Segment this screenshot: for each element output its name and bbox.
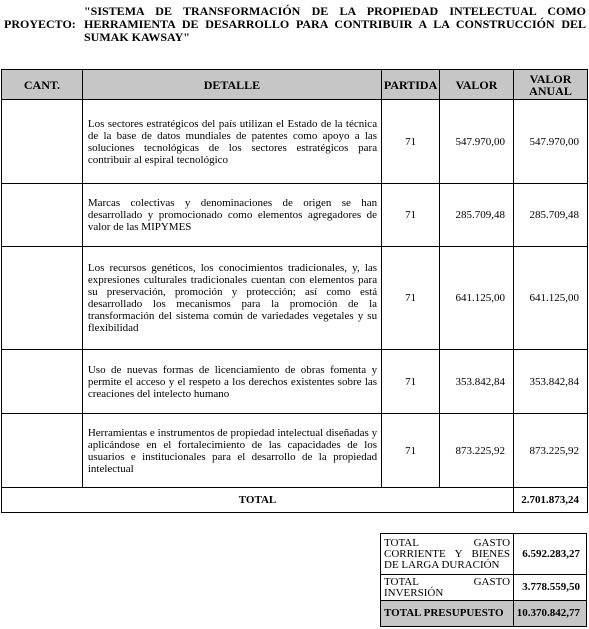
summary-value: 3.778.559,50 — [514, 575, 587, 601]
cell-partida: 71 — [382, 414, 440, 488]
cell-valor: 641.125,00 — [440, 247, 514, 350]
cell-cant — [2, 350, 83, 414]
summary-row — [381, 534, 587, 575]
table-row — [2, 414, 588, 488]
header-valor-anual: VALOR ANUAL — [514, 70, 588, 100]
cell-valor-anual: 641.125,00 — [514, 247, 588, 350]
cell-valor: 547.970,00 — [440, 100, 514, 184]
cell-valor-anual: 547.970,00 — [514, 100, 588, 184]
cell-detalle: Los sectores estratégicos del país utilizan el Estado de la técnica de la base de datos mundiales de patentes como apoyo a las soluciones tecnológicas de los sectores estratégicos para contribuir al espiral tecnológico — [82, 100, 381, 184]
header-detalle: DETALLE — [82, 70, 381, 100]
budget-summary-table — [380, 533, 587, 627]
cell-cant — [2, 414, 83, 488]
table-row — [2, 184, 588, 247]
cell-detalle: Marcas colectivas y denominaciones de origen se han desarrollado y promocionado como elementos agregadores de valor de las MIPYMES — [82, 184, 381, 247]
header-cant: CANT. — [2, 70, 83, 100]
table-row — [2, 350, 588, 414]
cell-partida: 71 — [382, 184, 440, 247]
cell-partida: 71 — [382, 247, 440, 350]
budget-table — [1, 69, 588, 513]
table-row — [2, 247, 588, 350]
summary-row-grand-total — [381, 601, 587, 627]
cell-valor: 285.709,48 — [440, 184, 514, 247]
header-valor: VALOR — [440, 70, 514, 100]
total-row — [2, 488, 588, 513]
cell-cant — [2, 100, 83, 184]
summary-label: TOTAL GASTO CORRIENTE Y BIENES DE LARGA DURACIÓN — [381, 534, 514, 575]
table-row — [2, 100, 588, 184]
summary-label: TOTAL GASTO INVERSIÓN — [381, 575, 514, 601]
cell-valor: 873.225,92 — [440, 414, 514, 488]
total-value: 2.701.873,24 — [514, 488, 588, 513]
cell-partida: 71 — [382, 100, 440, 184]
cell-detalle: Uso de nuevas formas de licenciamiento de obras fomenta y permite el acceso y el respeto a los derechos existentes sobre las creaciones del intelecto humano — [82, 350, 381, 414]
cell-valor-anual: 285.709,48 — [514, 184, 588, 247]
cell-partida: 71 — [382, 350, 440, 414]
cell-valor: 353.842,84 — [440, 350, 514, 414]
cell-valor-anual: 873.225,92 — [514, 414, 588, 488]
summary-label: TOTAL PRESUPUESTO — [381, 601, 514, 627]
summary-value: 6.592.283,27 — [514, 534, 587, 575]
summary-value: 10.370.842,77 — [514, 601, 587, 627]
cell-cant — [2, 247, 83, 350]
project-label: PROYECTO: — [4, 17, 76, 31]
cell-cant — [2, 184, 83, 247]
total-label: TOTAL — [2, 488, 514, 513]
header-partida: PARTIDA — [382, 70, 440, 100]
cell-detalle: Los recursos genéticos, los conocimientos tradicionales, y, las expresiones culturales tradicionales cuentan con elementos para su preservación, promoción y protección; así como está desarrollado los mecanismos para la promoción de la transformación del sistema común de variedades vegetales y su flexibilidad — [82, 247, 381, 350]
cell-detalle: Herramientas e instrumentos de propiedad intelectual diseñadas y aplicándose en el fortalecimiento de las capacidades de los usuarios e institucionales para el desarrollo de la propiedad intelectual — [82, 414, 381, 488]
cell-valor-anual: 353.842,84 — [514, 350, 588, 414]
summary-row — [381, 575, 587, 601]
table-header-row — [2, 70, 588, 100]
project-title: "SISTEMA DE TRANSFORMACIÓN DE LA PROPIEDAD INTELECTUAL COMO HERRAMIENTA DE DESARROLLO PARA CONTRIBUIR A LA CONSTRUCCIÓN DEL SUMAK KAWSAY" — [84, 4, 586, 44]
